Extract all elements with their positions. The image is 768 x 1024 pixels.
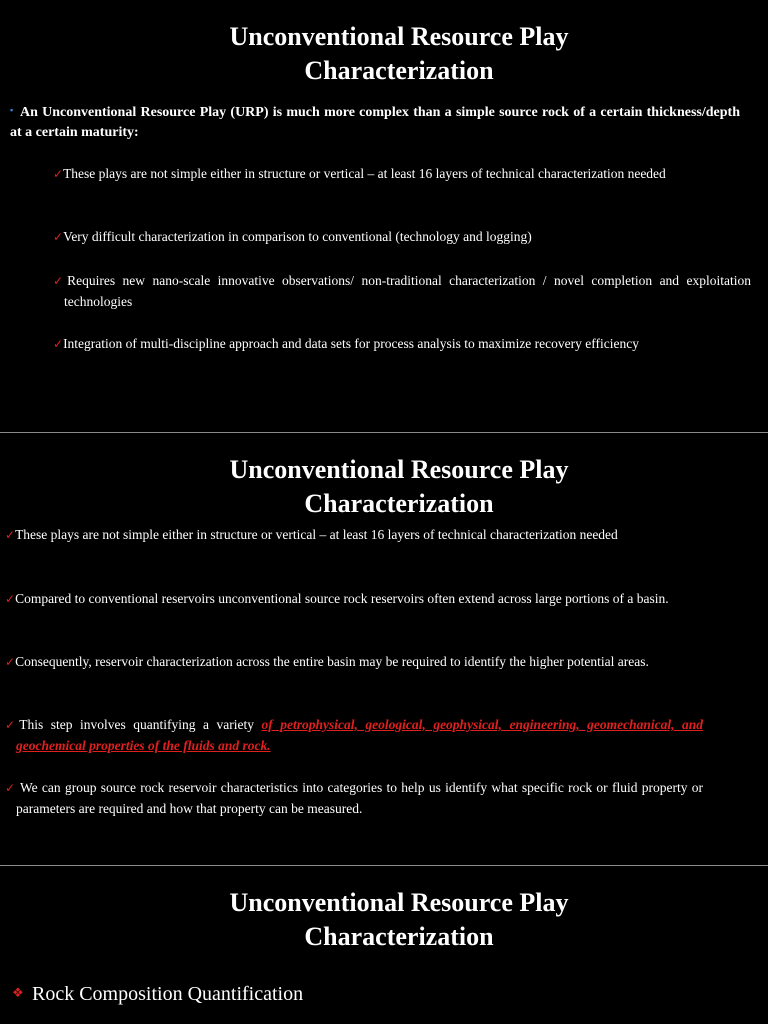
slide-1-intro-text: An Unconventional Resource Play (URP) is much more complex than a simple source rock of a certain thickness/depth at a certain maturity: [10,105,740,140]
list-item [5,715,703,755]
slide-1-title [0,20,768,88]
check-icon: ✓ [5,592,16,606]
list-item-text: These plays are not simple either in structure or vertical – at least 16 layers of technical characterization needed [15,527,618,542]
slide-1 [0,0,768,432]
list-item-text: Rock Composition Quantification [32,983,304,1005]
check-icon: ✓ [5,718,20,732]
list-item [53,334,751,355]
slide-2 [0,434,768,865]
check-icon: ✓ [5,655,16,669]
list-item-text: Integration of multi-discipline approach and data sets for process analysis to maximize recovery efficiency [63,336,639,351]
list-item-text: Requires new nano-scale innovative observations/ non-traditional characterization / novel completion and exploitation technologies [64,273,751,309]
slide-2-title-line1: Unconventional Resource Play [229,455,569,484]
check-icon: ✓ [5,528,16,542]
list-item [53,164,751,185]
emphasis-text: of petrophysical, geological, geophysical, engineering, geomechanical, and geochemical properties of the fluids and rock. [16,717,703,753]
slide-2-title [0,453,768,521]
slide-1-title-line1: Unconventional Resource Play [229,22,569,51]
check-icon: ✓ [53,274,68,288]
check-icon: ✓ [53,167,64,181]
check-icon: ✓ [5,781,16,795]
list-item-text: These plays are not simple either in structure or vertical – at least 16 layers of technical characterization needed [63,166,666,181]
list-item [5,589,703,610]
list-item-text: Compared to conventional reservoirs unconventional source rock reservoirs often extend across large portions of a basin. [15,591,669,606]
list-item-text: We can group source rock reservoir characteristics into categories to help us identify what specific rock or fluid property or parameters are required and how that property can be measured. [15,780,703,816]
check-icon: ✓ [53,230,64,244]
diamond-bullet-icon: ❖ [12,985,24,1000]
slide-3-title-line2: Characterization [304,922,494,951]
list-item-text: Very difficult characterization in comparison to conventional (technology and logging) [63,229,532,244]
slide-1-intro [10,100,740,143]
list-item [53,271,751,311]
slide-2-title-line2: Characterization [304,489,494,518]
list-item [53,227,751,248]
list-item [5,778,703,818]
list-item-text: Consequently, reservoir characterization across the entire basin may be required to identify the higher potential areas. [15,654,649,669]
slide-3-title [0,886,768,954]
slide-1-title-line2: Characterization [304,56,494,85]
check-icon: ✓ [53,337,64,351]
list-item [32,981,303,1007]
slide-divider [0,865,768,866]
slide-divider [0,432,768,433]
list-item [5,652,703,673]
list-item [5,525,703,546]
slide-3-title-line1: Unconventional Resource Play [229,888,569,917]
list-item-text: This step involves quantifying a variety [19,717,262,732]
square-bullet-icon: ▪ [10,105,14,115]
slide-3 [0,867,768,1024]
